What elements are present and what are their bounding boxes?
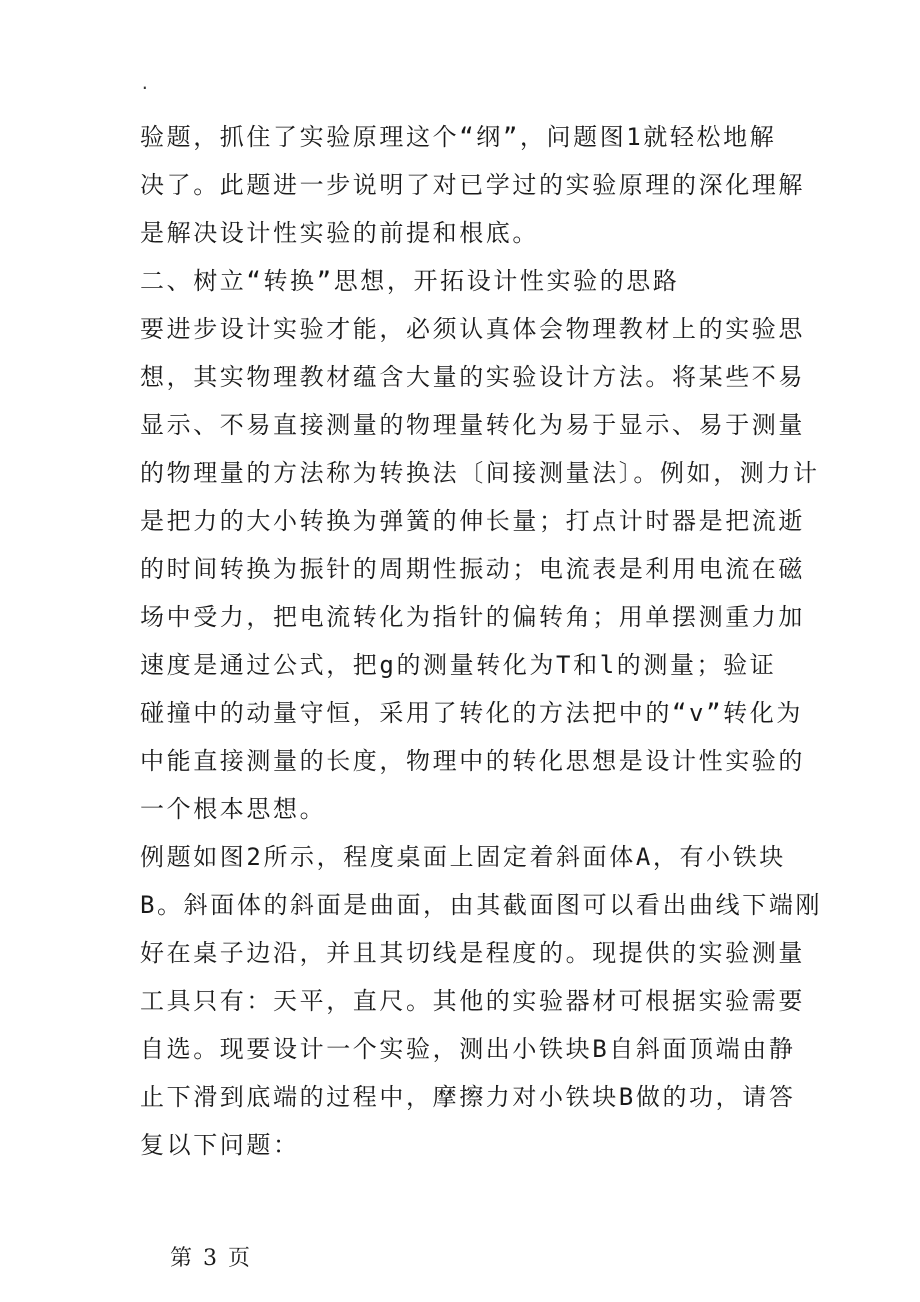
- text-line: 速度是通过公式，把g的测量转化为T和l的测量；验证: [140, 651, 777, 679]
- text-line: 例题如图2所示，程度桌面上固定着斜面体A，有小铁块: [140, 843, 786, 871]
- page-number: 第 3 页: [170, 1246, 252, 1271]
- text-line: 决了。此题进一步说明了对已学过的实验原理的深化理解: [140, 171, 805, 199]
- text-line: 工具只有：天平，直尺。其他的实验器材可根据实验需要: [140, 987, 805, 1015]
- section-heading: 二、树立“转换”思想，开拓设计性实验的思路: [140, 267, 680, 295]
- text-line: 是把力的大小转换为弹簧的伸长量；打点计时器是把流逝: [140, 507, 805, 535]
- text-line: 要进步设计实验才能，必须认真体会物理教材上的实验思: [140, 315, 805, 343]
- text-line: 的物理量的方法称为转换法〔间接测量法〕。例如，测力计: [140, 459, 820, 487]
- text-line: B。斜面体的斜面是曲面，由其截面图可以看出曲线下端刚: [140, 891, 823, 919]
- text-line: 止下滑到底端的过程中，摩擦力对小铁块B做的功，请答: [140, 1083, 796, 1111]
- text-line: 是解决设计性实验的前提和根底。: [140, 219, 539, 247]
- text-line: 好在桌子边沿，并且其切线是程度的。现提供的实验测量: [140, 939, 805, 967]
- text-line: 复以下问题：: [140, 1131, 300, 1159]
- text-line: 一个根本思想。: [140, 795, 327, 823]
- text-line: 显示、不易直接测量的物理量转化为易于显示、易于测量: [140, 411, 805, 439]
- text-line: 的时间转换为振针的周期性振动；电流表是利用电流在磁: [140, 555, 805, 583]
- page-marker: .: [140, 74, 150, 93]
- text-line: 自选。现要设计一个实验，测出小铁块B自斜面顶端由静: [140, 1035, 796, 1063]
- text-line: 场中受力，把电流转化为指针的偏转角；用单摆测重力加: [140, 603, 805, 631]
- text-line: 中能直接测量的长度，物理中的转化思想是设计性实验的: [140, 747, 805, 775]
- text-line: 想，其实物理教材蕴含大量的实验设计方法。将某些不易: [140, 363, 805, 391]
- text-line: 碰撞中的动量守恒，采用了转化的方法把中的“v”转化为: [140, 699, 803, 727]
- text-line: 验题，抓住了实验原理这个“纲”，问题图1就轻松地解: [140, 123, 777, 151]
- body-text: [140, 113, 823, 1169]
